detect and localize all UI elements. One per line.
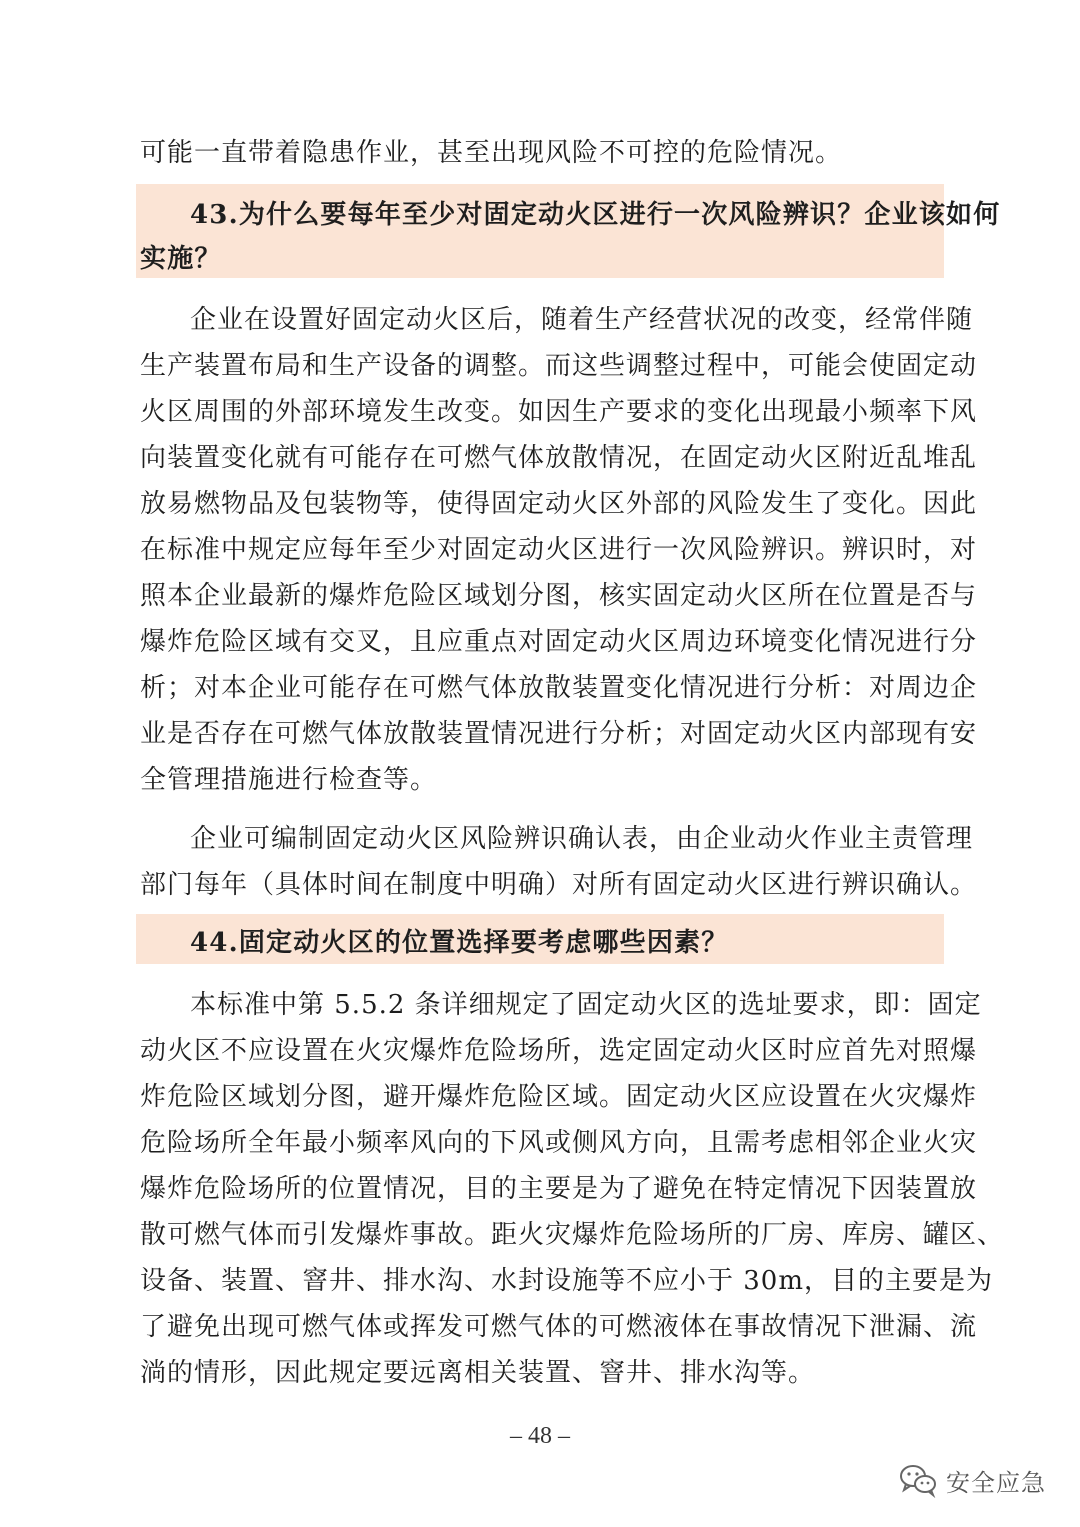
watermark-text: 安全应急	[946, 1468, 1046, 1497]
paragraph-line: 全管理措施进行检查等。	[140, 765, 438, 795]
paragraph-line: 淌的情形，因此规定要远离相关装置、窨井、排水沟等。	[140, 1358, 816, 1388]
section-44-heading	[136, 914, 944, 964]
paragraph-line: 部门每年（具体时间在制度中明确）对所有固定动火区进行辨识确认。	[140, 870, 978, 900]
paragraph-line: 企业可编制固定动火区风险辨识确认表，由企业动火作业主责管理	[190, 824, 974, 854]
paragraph-line: 生产装置布局和生产设备的调整。而这些调整过程中，可能会使固定动	[140, 351, 978, 381]
paragraph-line: 向装置变化就有可能存在可燃气体放散情况，在固定动火区附近乱堆乱	[140, 443, 978, 473]
paragraph-line: 照本企业最新的爆炸危险区域划分图，核实固定动火区所在位置是否与	[140, 581, 978, 611]
paragraph-line: 了避免出现可燃气体或挥发可燃气体的可燃液体在事故情况下泄漏、流	[140, 1312, 978, 1342]
paragraph-line: 设备、装置、窨井、排水沟、水封设施等不应小于 30m，目的主要是为	[140, 1266, 994, 1296]
paragraph-line: 危险场所全年最小频率风向的下风或侧风方向，且需考虑相邻企业火灾	[140, 1128, 978, 1158]
paragraph-line: 企业在设置好固定动火区后，随着生产经营状况的改变，经常伴随	[190, 305, 974, 335]
paragraph-line: 爆炸危险区域有交叉，且应重点对固定动火区周边环境变化情况进行分	[140, 627, 978, 657]
heading-line: 43.为什么要每年至少对固定动火区进行一次风险辨识？企业该如何	[190, 200, 1001, 230]
paragraph-line: 动火区不应设置在火灾爆炸危险场所，选定固定动火区时应首先对照爆	[140, 1036, 978, 1066]
paragraph-line: 炸危险区域划分图，避开爆炸危险区域。固定动火区应设置在火灾爆炸	[140, 1082, 978, 1112]
paragraph-line: 可能一直带着隐患作业，甚至出现风险不可控的危险情况。	[140, 138, 843, 168]
heading-line: 实施？	[140, 244, 222, 274]
wechat-icon	[898, 1462, 938, 1498]
paragraph-line: 本标准中第 5.5.2 条详细规定了固定动火区的选址要求，即：固定	[190, 990, 982, 1020]
paragraph-line: 放易燃物品及包装物等，使得固定动火区外部的风险发生了变化。因此	[140, 489, 978, 519]
paragraph-line: 在标准中规定应每年至少对固定动火区进行一次风险辨识。辨识时，对	[140, 535, 978, 565]
paragraph-line: 爆炸危险场所的位置情况，目的主要是为了避免在特定情况下因装置放	[140, 1174, 978, 1204]
page-number: – 48 –	[510, 1423, 570, 1449]
paragraph-line: 散可燃气体而引发爆炸事故。距火灾爆炸危险场所的厂房、库房、罐区、	[140, 1220, 1005, 1250]
paragraph-line: 火区周围的外部环境发生改变。如因生产要求的变化出现最小频率下风	[140, 397, 978, 427]
watermark	[898, 1458, 1046, 1502]
heading-line: 44.固定动火区的位置选择要考虑哪些因素？	[190, 928, 729, 958]
section-43-heading	[136, 184, 1001, 278]
paragraph-line: 析；对本企业可能存在可燃气体放散装置变化情况进行分析：对周边企	[140, 673, 978, 703]
paragraph-line: 业是否存在可燃气体放散装置情况进行分析；对固定动火区内部现有安	[140, 719, 978, 749]
